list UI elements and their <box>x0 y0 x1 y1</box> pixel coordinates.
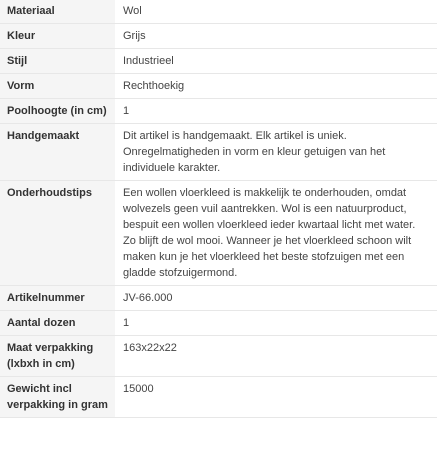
spec-value: Dit artikel is handgemaakt. Elk artikel is uniek. Onregelmatigheden in vorm en kleur getuigen van het individuele karakter. <box>115 124 437 181</box>
spec-row-handgemaakt <box>0 124 437 181</box>
spec-value: JV-66.000 <box>115 286 437 311</box>
spec-label: Handgemaakt <box>0 124 115 181</box>
spec-label: Artikelnummer <box>0 286 115 311</box>
spec-row-gewicht <box>0 377 437 418</box>
spec-value: 163x22x22 <box>115 336 437 377</box>
spec-value: 1 <box>115 99 437 124</box>
spec-value: Industrieel <box>115 49 437 74</box>
spec-label: Vorm <box>0 74 115 99</box>
spec-row-onderhoudstips <box>0 181 437 286</box>
spec-value: Rechthoekig <box>115 74 437 99</box>
spec-row-materiaal <box>0 0 437 24</box>
spec-label: Onderhoudstips <box>0 181 115 286</box>
spec-label: Materiaal <box>0 0 115 24</box>
spec-label: Gewicht incl verpakking in gram <box>0 377 115 418</box>
spec-row-aantal-dozen <box>0 311 437 336</box>
spec-label: Maat verpakking (lxbxh in cm) <box>0 336 115 377</box>
spec-row-poolhoogte <box>0 99 437 124</box>
spec-value: Een wollen vloerkleed is makkelijk te onderhouden, omdat wolvezels geen vuil aantrekken. Wol is een natuurproduct, bespuit een wollen vloerkleed ieder kwartaal licht met water. Zo blijft de wol mooi. Wanneer je het vloerkleed schoon wilt maken kun je het vloerkleed het beste stofzuigen met een gladde stofzuigermond. <box>115 181 437 286</box>
spec-value: Wol <box>115 0 437 24</box>
spec-label: Poolhoogte (in cm) <box>0 99 115 124</box>
spec-row-vorm <box>0 74 437 99</box>
spec-row-kleur <box>0 24 437 49</box>
spec-label: Stijl <box>0 49 115 74</box>
spec-row-stijl <box>0 49 437 74</box>
spec-value: 15000 <box>115 377 437 418</box>
spec-value: 1 <box>115 311 437 336</box>
spec-label: Aantal dozen <box>0 311 115 336</box>
spec-row-maat-verpakking <box>0 336 437 377</box>
spec-row-artikelnummer <box>0 286 437 311</box>
spec-value: Grijs <box>115 24 437 49</box>
spec-label: Kleur <box>0 24 115 49</box>
